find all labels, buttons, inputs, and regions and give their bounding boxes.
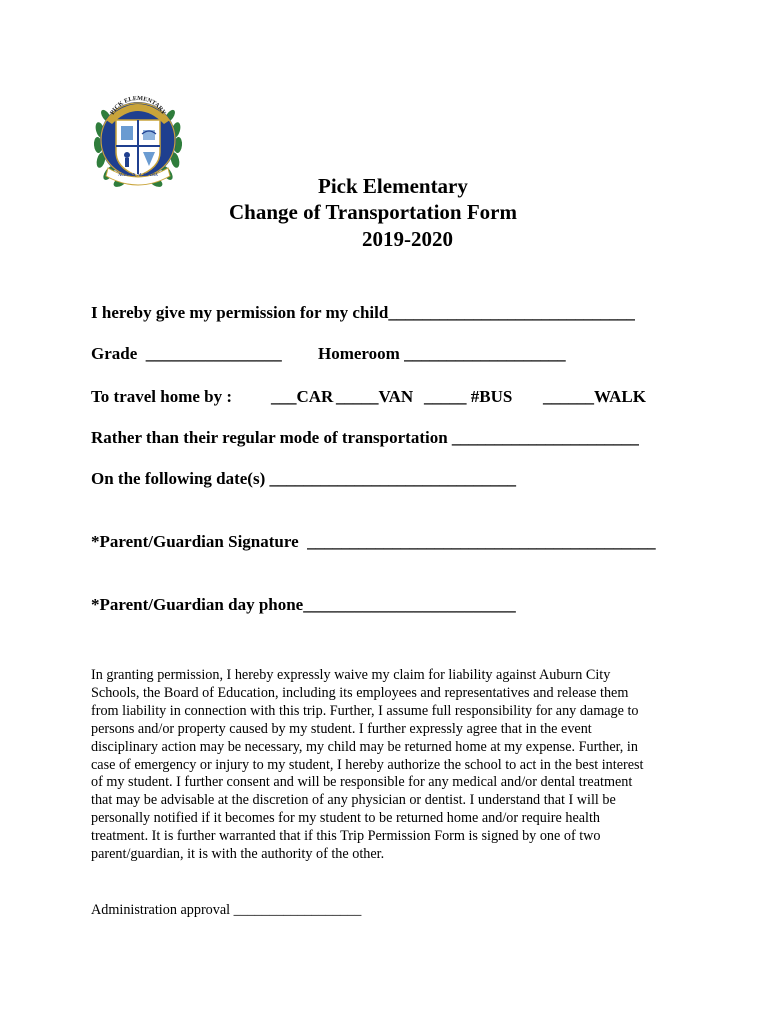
travel-label: To travel home by : (91, 387, 233, 406)
regular-transport-field[interactable]: Rather than their regular mode of transportation ______________________ (91, 428, 639, 447)
waiver-line: In granting permission, I hereby expressly waive my claim for liability against Auburn City (91, 667, 611, 683)
waiver-line: treatment. It is further warranted that if this Trip Permission Form is signed by one of two (91, 828, 601, 845)
waiver-line: of my student. I further consent and will be responsible for any medical and/or dental treatment (91, 774, 633, 791)
bus-option[interactable]: _____ #BUS (424, 387, 513, 406)
admin-approval-field[interactable]: Administration approval __________________ (91, 902, 362, 918)
waiver-line: Schools, the Board of Education, including its employees and representatives and release them (91, 684, 629, 701)
waiver-line: parent/guardian, it is with the authority of the other. (91, 846, 385, 863)
waiver-paragraph (91, 667, 691, 864)
waiver-line: personally notified if it becomes for my student to be returned home and/or require health (91, 810, 601, 827)
car-option[interactable]: ___CAR (271, 387, 334, 406)
waiver-line: case of emergency or injury to my student, I hereby authorize the school to act in the best interest (91, 756, 644, 773)
waiver-line: that may be advisable at the discretion of any physician or dentist. I understand that I will be (91, 792, 616, 809)
waiver-line: persons and/or property caused by my student. I further expressly agree that in the event (91, 720, 592, 737)
van-option[interactable]: _____VAN (336, 387, 414, 406)
school-name: Pick Elementary (318, 174, 468, 198)
form-name: Change of Transportation Form (229, 200, 517, 224)
phone-field[interactable]: *Parent/Guardian day phone_________________________ (91, 595, 516, 614)
homeroom-field[interactable]: Homeroom ___________________ (318, 344, 566, 363)
school-crest-icon (92, 90, 184, 196)
logo-bottom-text: AUBURN, ALABAMA (118, 172, 158, 177)
waiver-line: from liability in connection with this trip. Further, I assume full responsibility for any damage to (91, 702, 639, 719)
logo-top-text: PICK ELEMENTARY (108, 94, 168, 117)
signature-field[interactable]: *Parent/Guardian Signature _________________________________________ (91, 532, 656, 551)
school-year: 2019-2020 (362, 227, 453, 251)
grade-field[interactable]: Grade ________________ (91, 344, 282, 363)
permission-field[interactable]: I hereby give my permission for my child_____________________________ (91, 303, 635, 322)
walk-option[interactable]: ______WALK (543, 387, 646, 406)
dates-field[interactable]: On the following date(s) _____________________________ (91, 469, 516, 488)
waiver-line: disciplinary action may be necessary, my child may be returned home at my expense. Further, in (91, 738, 638, 755)
